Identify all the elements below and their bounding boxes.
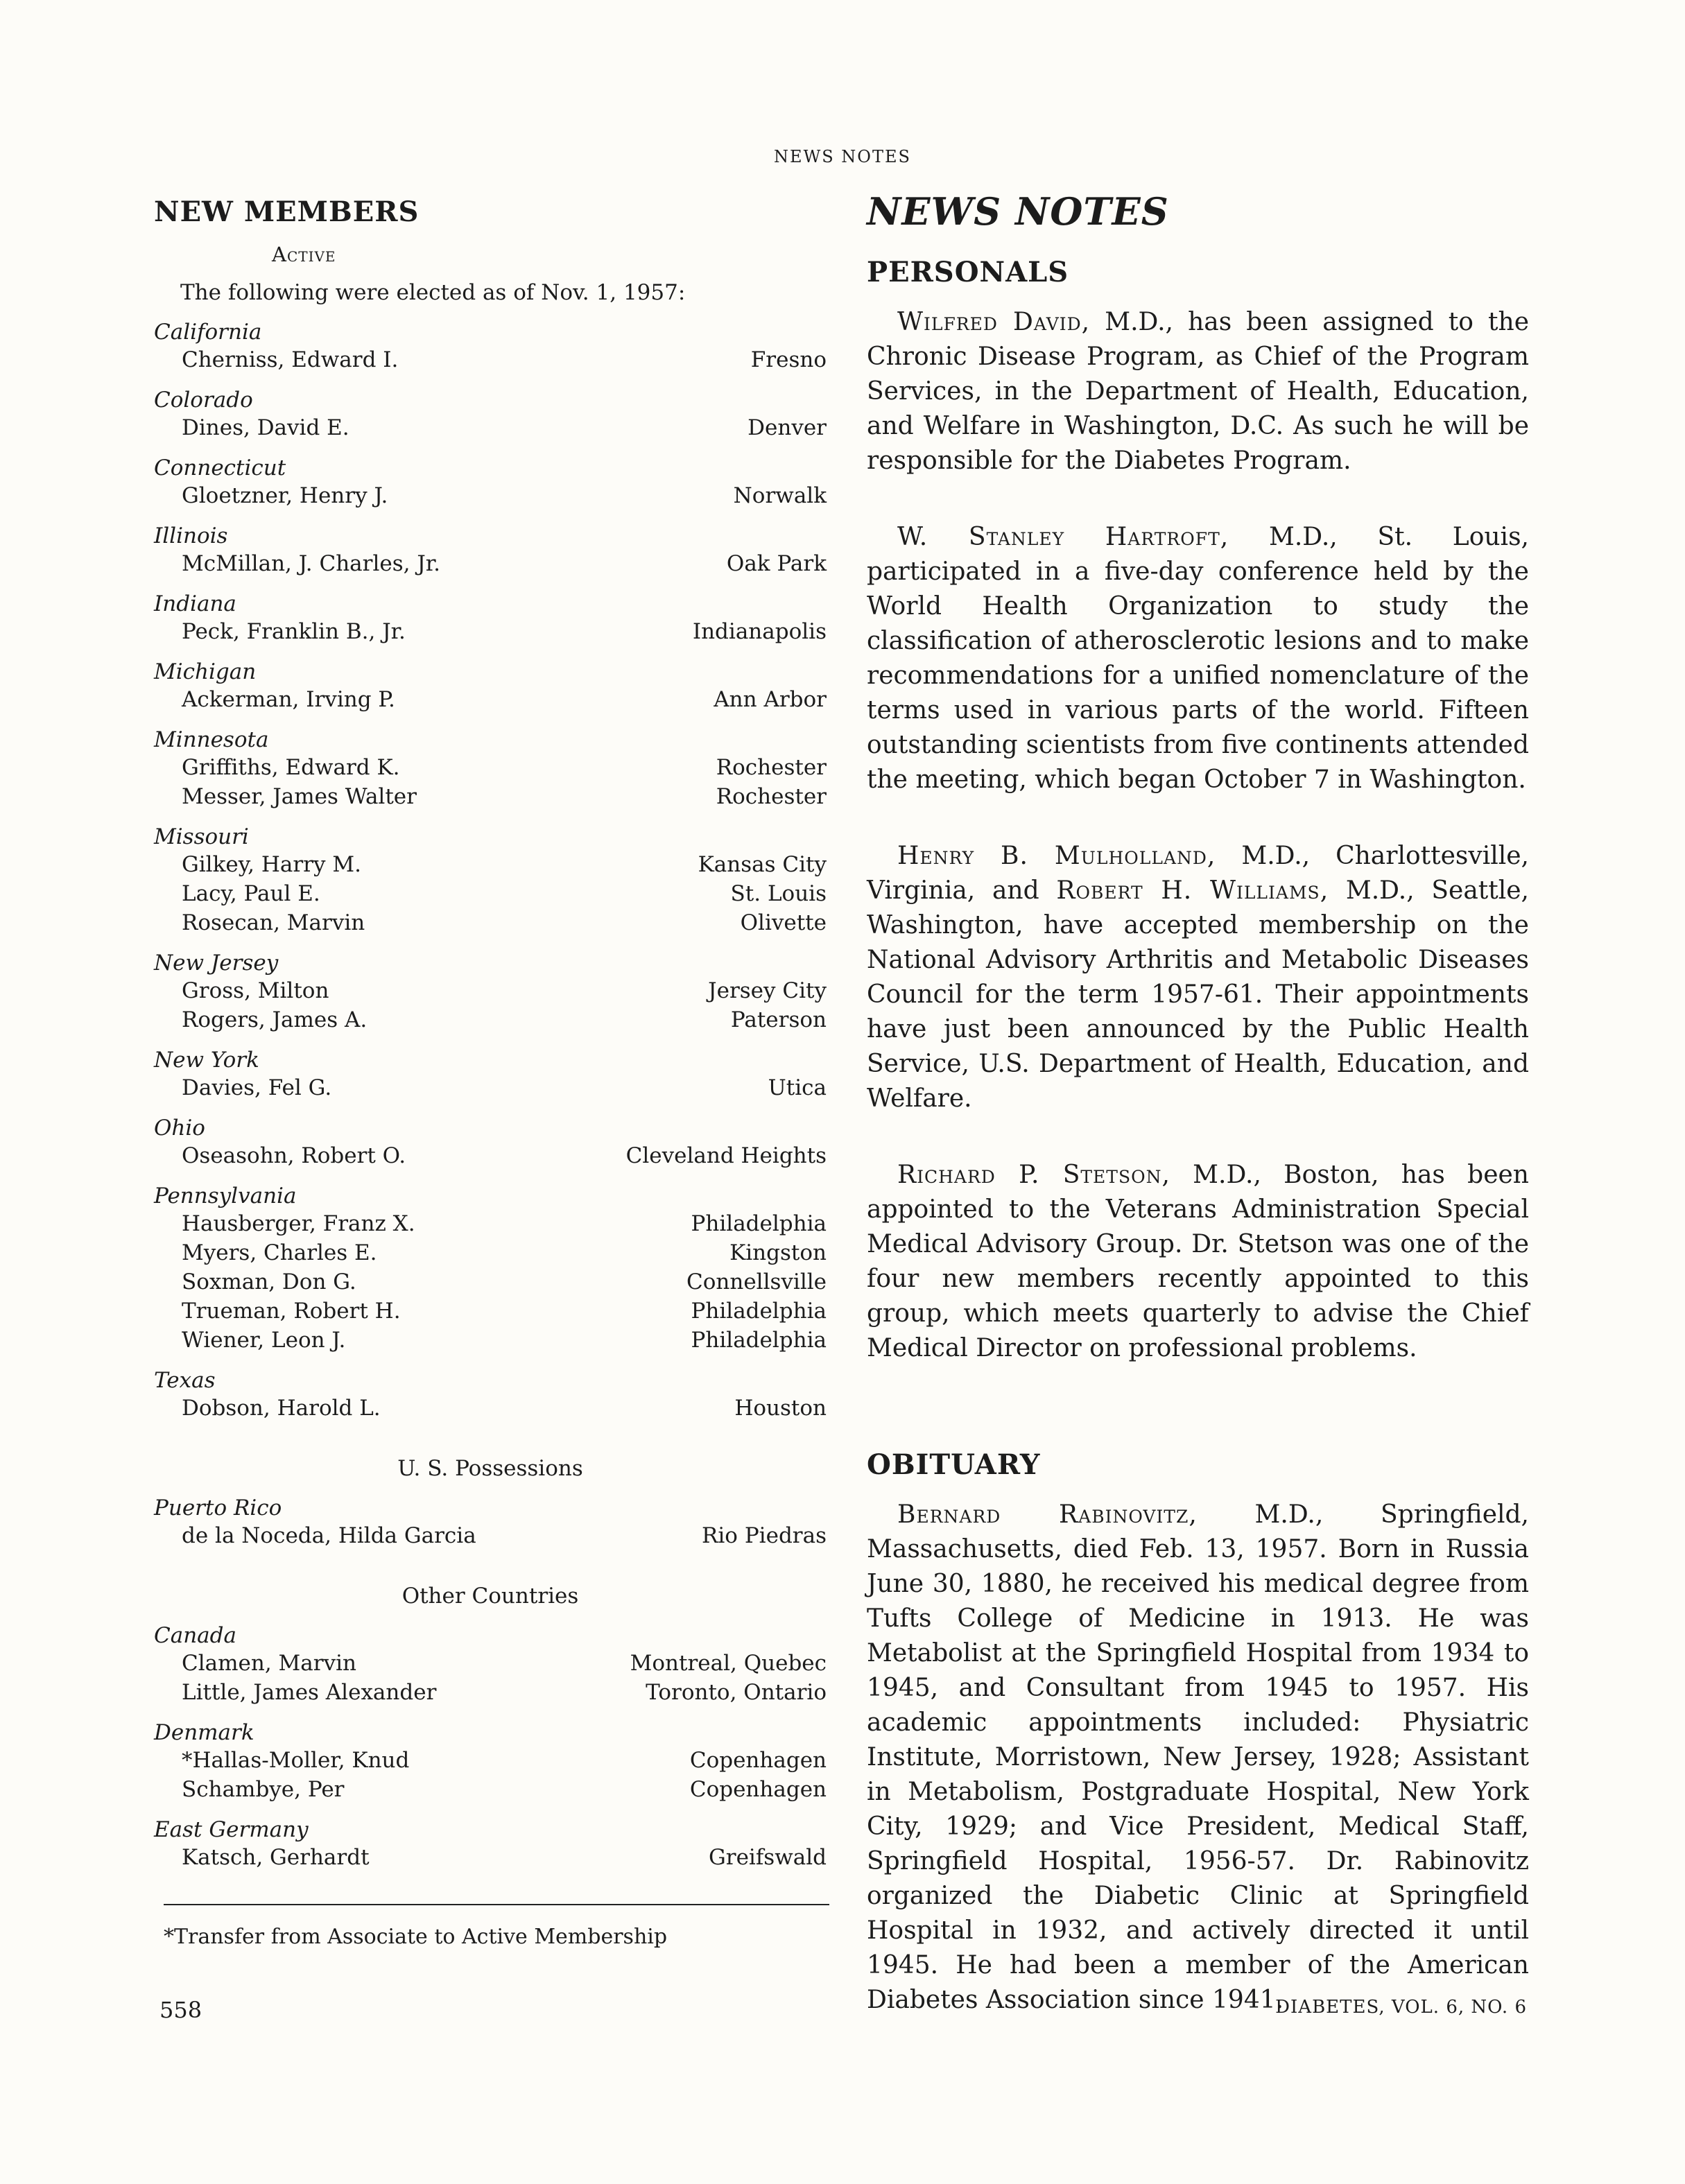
state-name: Michigan — [154, 659, 257, 684]
member-name: de la Noceda, Hilda Garcia — [182, 1523, 476, 1548]
footnote-rule — [164, 1904, 829, 1905]
member-row — [154, 1521, 827, 1550]
member-row — [154, 753, 827, 782]
running-head: NEWS NOTES — [774, 147, 911, 166]
member-row — [154, 1141, 827, 1170]
paragraph-body: M.D., has been assigned to the Chronic Disease Program, as Chief of the Program Services, in the Department of Health, Education, and Welfare in Washington, D.C. As such he will be responsible for the Diabetes Program. — [867, 308, 1529, 475]
state-group — [154, 1115, 827, 1170]
member-name: Lacy, Paul E. — [182, 881, 320, 906]
state-group — [154, 387, 827, 442]
member-row — [154, 1326, 827, 1355]
state-group — [154, 523, 827, 578]
state-group — [154, 319, 827, 374]
state-name: Connecticut — [154, 456, 286, 480]
member-name: McMillan, J. Charles, Jr. — [182, 551, 441, 576]
member-city: Connellsville — [686, 1269, 827, 1294]
member-row — [154, 1394, 827, 1423]
member-city: Cleveland Heights — [625, 1143, 827, 1168]
other-countries-groups — [154, 1622, 827, 1872]
member-city: Olivette — [740, 910, 827, 935]
member-name: Hausberger, Franz X. — [182, 1211, 415, 1236]
paragraph-rabinovitz — [867, 1498, 1529, 2018]
person-name: W. Stanley Hartroft, — [897, 523, 1229, 551]
state-name: Ohio — [154, 1116, 205, 1141]
member-name: Dines, David E. — [182, 415, 349, 440]
member-row — [154, 481, 827, 510]
member-name: Clamen, Marvin — [182, 1651, 356, 1676]
member-row — [154, 976, 827, 1005]
member-row — [154, 782, 827, 811]
member-city: Greifswald — [708, 1845, 827, 1870]
state-name: East Germany — [154, 1817, 309, 1842]
member-name: Ackerman, Irving P. — [182, 687, 395, 712]
member-city: Houston — [734, 1396, 827, 1421]
member-name: Griffiths, Edward K. — [182, 755, 400, 780]
possessions-heading: U. S. Possessions — [397, 1456, 583, 1481]
state-name: California — [154, 320, 262, 345]
member-name: Gilkey, Harry M. — [182, 852, 361, 877]
member-row — [154, 1005, 827, 1034]
news-notes-title: NEWS NOTES — [867, 189, 1169, 234]
paragraph-body: M.D., Seattle, Washington, have accepted membership on the National Advisory Arthritis and Metabolic Diseases Council for the term 1957-61. Their appointments have just been announced by the Public Health Service, U.S. Department of Health, Education, and Welfare. — [867, 876, 1529, 1113]
other-countries-heading: Other Countries — [401, 1584, 579, 1609]
member-name: Oseasohn, Robert O. — [182, 1143, 406, 1168]
member-row — [154, 1238, 827, 1267]
member-row — [154, 908, 827, 937]
member-groups — [154, 319, 827, 1423]
member-row — [154, 1073, 827, 1102]
active-heading: Active — [272, 243, 336, 266]
paragraph-body: M.D., Boston, has been appointed to the Veterans Administration Special Medical Advisory Group. Dr. Stetson was one of the four new members recently appointed to this group, which meets quarterly to advise the Chief Medical Director on professional problems. — [867, 1161, 1529, 1362]
state-group — [154, 1495, 827, 1550]
member-name: Soxman, Don G. — [182, 1269, 356, 1294]
member-city: Denver — [748, 415, 827, 440]
member-row — [154, 1678, 827, 1707]
member-name: Gross, Milton — [182, 978, 329, 1003]
state-group — [154, 1817, 827, 1872]
state-name: Missouri — [154, 824, 249, 849]
state-name: Minnesota — [154, 727, 269, 752]
member-row — [154, 879, 827, 908]
member-city: Rochester — [716, 755, 827, 780]
obituary-heading: OBITUARY — [867, 1448, 1041, 1481]
state-name: Texas — [154, 1368, 216, 1393]
member-name: Rogers, James A. — [182, 1007, 368, 1032]
state-group — [154, 659, 827, 714]
member-row — [154, 549, 827, 578]
member-city: Philadelphia — [691, 1211, 827, 1236]
paragraph-body: M.D., St. Louis, participated in a five-day conference held by the World Health Organization to study the classification of atherosclerotic lesions and to make recommendations for a unified nomenclature of the terms used in various parts of the world. Fifteen outstanding scientists from five continents attended the meeting, which began October 7 in Washington. — [867, 523, 1529, 794]
member-city: Fresno — [750, 347, 827, 372]
member-name: Schambye, Per — [182, 1777, 345, 1802]
member-city: Montreal, Quebec — [630, 1651, 827, 1676]
state-name: Puerto Rico — [154, 1496, 282, 1520]
member-city: Copenhagen — [689, 1748, 827, 1773]
member-name: Trueman, Robert H. — [182, 1299, 401, 1324]
member-name: Katsch, Gerhardt — [182, 1845, 370, 1870]
new-members-column — [154, 191, 827, 1951]
state-name: Illinois — [154, 523, 228, 548]
person-name: Henry B. Mulholland, — [897, 842, 1216, 870]
state-name: Colorado — [154, 388, 253, 413]
member-name: Myers, Charles E. — [182, 1240, 377, 1265]
member-city: Rio Piedras — [702, 1523, 827, 1548]
state-group — [154, 455, 827, 510]
paragraph-stetson — [867, 1158, 1529, 1366]
member-row — [154, 1267, 827, 1297]
footnote: *Transfer from Associate to Active Membership — [164, 1925, 668, 1949]
state-group — [154, 591, 827, 646]
state-group — [154, 727, 827, 811]
member-city: Indianapolis — [692, 619, 827, 644]
member-name: Rosecan, Marvin — [182, 910, 365, 935]
person-name: Richard P. Stetson, — [897, 1161, 1170, 1189]
member-row — [154, 1209, 827, 1238]
state-name: New York — [154, 1048, 259, 1073]
member-city: Oak Park — [726, 551, 827, 576]
state-group — [154, 1719, 827, 1804]
news-notes-column — [867, 187, 1529, 2018]
member-row — [154, 1775, 827, 1804]
person-name: Wilfred David, — [897, 308, 1091, 336]
state-name: Denmark — [154, 1720, 254, 1745]
state-group — [154, 1622, 827, 1707]
new-members-title: NEW MEMBERS — [154, 196, 420, 228]
intro-text: The following were elected as of Nov. 1, 1957: — [180, 280, 686, 305]
member-name: *Hallas-Moller, Knud — [182, 1748, 410, 1773]
member-name: Peck, Franklin B., Jr. — [182, 619, 406, 644]
state-group — [154, 1047, 827, 1102]
member-name: Messer, James Walter — [182, 784, 417, 809]
member-city: Kansas City — [698, 852, 827, 877]
member-name: Davies, Fel G. — [182, 1075, 332, 1100]
member-city: Kingston — [729, 1240, 827, 1265]
member-city: Philadelphia — [691, 1299, 827, 1324]
paragraph-body: M.D., Springfield, Massachusetts, died Feb. 13, 1957. Born in Russia June 30, 1880, he received his medical degree from Tufts College of Medicine in 1913. He was Metabolist at the Springfield Hospital from 1934 to 1945, and Consultant from 1945 to 1957. His academic appointments included: Physiatric Institute, Morristown, New Jersey, 1928; Assistant in Metabolism, Postgraduate Hospital, New York City, 1929; and Vice President, Medical Staff, Springfield Hospital, 1956-57. Dr. Rabinovitz organized the Diabetic Clinic at Springfield Hospital in 1932, and actively directed it until 1945. He had been a member of the American Diabetes Association since 1941. — [867, 1500, 1530, 2014]
member-row — [154, 617, 827, 646]
paragraph-david — [867, 305, 1529, 478]
state-group — [154, 824, 827, 937]
member-city: St. Louis — [730, 881, 827, 906]
member-row — [154, 1297, 827, 1326]
paragraph-hartroft — [867, 520, 1529, 797]
person-name: Robert H. Williams, — [1056, 876, 1329, 905]
member-name: Dobson, Harold L. — [182, 1396, 381, 1421]
member-row — [154, 345, 827, 374]
member-city: Toronto, Ontario — [646, 1680, 827, 1705]
state-group — [154, 1183, 827, 1355]
page-number: 558 — [159, 1997, 202, 2023]
state-name: Indiana — [154, 591, 236, 616]
member-name: Wiener, Leon J. — [182, 1328, 346, 1353]
member-name: Gloetzner, Henry J. — [182, 483, 388, 508]
member-city: Philadelphia — [691, 1328, 827, 1353]
person-name: Bernard Rabinovitz, — [897, 1500, 1198, 1529]
member-row — [154, 1649, 827, 1678]
member-row — [154, 850, 827, 879]
state-name: Canada — [154, 1623, 236, 1648]
personals-heading: PERSONALS — [867, 256, 1069, 288]
member-city: Jersey City — [708, 978, 827, 1003]
member-city: Copenhagen — [689, 1777, 827, 1802]
possessions-groups — [154, 1495, 827, 1550]
member-city: Ann Arbor — [714, 687, 827, 712]
state-group — [154, 1367, 827, 1423]
member-row — [154, 1746, 827, 1775]
member-city: Norwalk — [733, 483, 827, 508]
state-name: Pennsylvania — [154, 1184, 297, 1208]
member-row — [154, 685, 827, 714]
member-row — [154, 413, 827, 442]
journal-citation: DIABETES, VOL. 6, NO. 6 — [1275, 1997, 1527, 2018]
member-name: Little, James Alexander — [182, 1680, 437, 1705]
member-row — [154, 1843, 827, 1872]
member-city: Paterson — [730, 1007, 827, 1032]
state-name: New Jersey — [154, 951, 279, 976]
member-city: Rochester — [716, 784, 827, 809]
member-city: Utica — [768, 1075, 827, 1100]
member-name: Cherniss, Edward I. — [182, 347, 399, 372]
paragraph-mulholland — [867, 839, 1529, 1116]
state-group — [154, 950, 827, 1034]
paragraph-body: M.D., Charlottesville, Virginia, and — [867, 842, 1529, 905]
